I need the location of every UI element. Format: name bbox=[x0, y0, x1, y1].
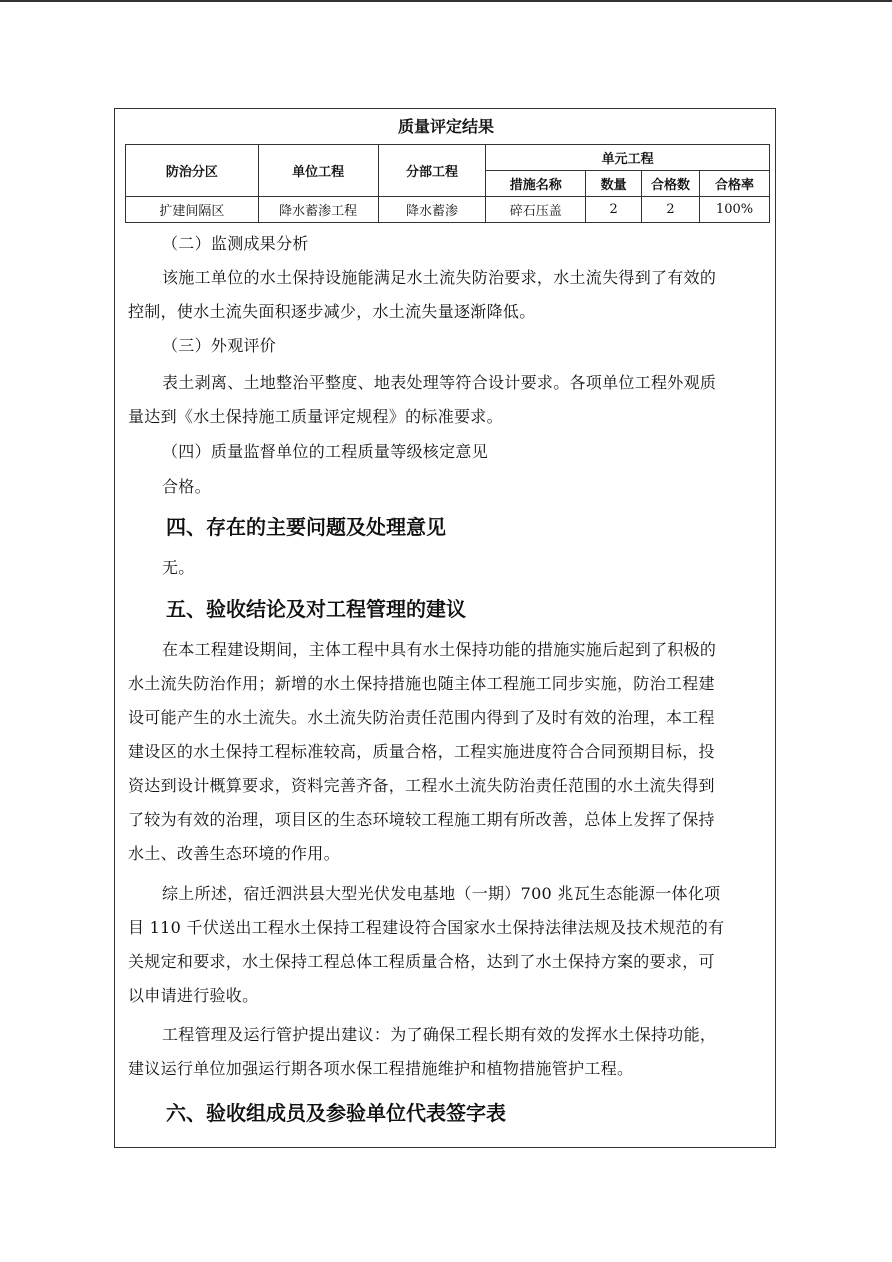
quality-eval-title: 质量评定结果 bbox=[397, 117, 494, 136]
text-line: 水土、改善生态环境的作用。 bbox=[128, 844, 340, 863]
cell-sub-project: 降水蓄渗 bbox=[378, 197, 486, 223]
cell-unit-project: 降水蓄渗工程 bbox=[258, 197, 378, 223]
header-measure: 措施名称 bbox=[486, 171, 586, 197]
subsection-4-heading: （四）质量监督单位的工程质量等级核定意见 bbox=[162, 442, 489, 461]
text-line: 该施工单位的水土保持设施能满足水土流失防治要求，水土流失得到了有效的 bbox=[162, 268, 717, 287]
text-line: 量达到《水土保持施工质量评定规程》的标准要求。 bbox=[128, 407, 503, 426]
table-header-row bbox=[126, 145, 770, 171]
section-6-heading: 六、验收组成员及参验单位代表签字表 bbox=[166, 1101, 506, 1125]
section-5-heading: 五、验收结论及对工程管理的建议 bbox=[166, 597, 466, 621]
text-line: 设可能产生的水土流失。水土流失防治责任范围内得到了及时有效的治理，本工程 bbox=[128, 708, 715, 727]
subsection-4-text: 合格。 bbox=[162, 477, 211, 496]
header-sub-project: 分部工程 bbox=[378, 145, 486, 197]
text-line: 资达到设计概算要求，资料完善齐备，工程水土流失防治责任范围的水土流失得到 bbox=[128, 776, 715, 795]
text-line: 工程管理及运行管护提出建议：为了确保工程长期有效的发挥水土保持功能， bbox=[162, 1025, 717, 1044]
text-line: 表土剥离、土地整治平整度、地表处理等符合设计要求。各项单位工程外观质 bbox=[162, 373, 717, 392]
header-pass-count: 合格数 bbox=[642, 171, 700, 197]
text-line: 建议运行单位加强运行期各项水保工程措施维护和植物措施管护工程。 bbox=[128, 1059, 634, 1078]
quality-eval-table bbox=[125, 144, 770, 223]
table-row bbox=[126, 197, 770, 223]
text-line: 在本工程建设期间，主体工程中具有水土保持功能的措施实施后起到了积极的 bbox=[162, 640, 717, 659]
text-line: 以申请进行验收。 bbox=[128, 986, 259, 1005]
subsection-3-body bbox=[128, 366, 770, 434]
header-zone: 防治分区 bbox=[126, 145, 259, 197]
text-line: 目 110 千伏送出工程水土保持工程建设符合国家水土保持法律法规及技术规范的有 bbox=[128, 918, 725, 937]
text-line: 关规定和要求，水土保持工程总体工程质量合格，达到了水土保持方案的要求，可 bbox=[128, 952, 715, 971]
cell-zone: 扩建间隔区 bbox=[126, 197, 259, 223]
section-5-paragraph-1 bbox=[128, 633, 770, 871]
page-top-rule bbox=[0, 0, 892, 2]
header-count: 数量 bbox=[586, 171, 642, 197]
header-pass-rate: 合格率 bbox=[700, 171, 770, 197]
header-unit-project: 单位工程 bbox=[258, 145, 378, 197]
text-line: 控制，使水土流失面积逐步减少，水土流失量逐渐降低。 bbox=[128, 302, 536, 321]
cell-measure: 碎石压盖 bbox=[486, 197, 586, 223]
text-line: 建设区的水土保持工程标准较高，质量合格，工程实施进度符合合同预期目标，投 bbox=[128, 742, 715, 761]
subsection-2-heading: （二）监测成果分析 bbox=[162, 234, 309, 253]
cell-pass-rate: 100% bbox=[700, 197, 770, 223]
section-5-paragraph-3 bbox=[128, 1018, 770, 1086]
subsection-3-heading: （三）外观评价 bbox=[162, 336, 277, 355]
section-5-paragraph-2 bbox=[128, 877, 770, 1013]
section-4-text: 无。 bbox=[162, 558, 195, 577]
text-line: 综上所述，宿迁泗洪县大型光伏发电基地（一期）700 兆瓦生态能源一体化项 bbox=[162, 884, 721, 903]
section-4-heading: 四、存在的主要问题及处理意见 bbox=[166, 515, 446, 539]
cell-pass-count: 2 bbox=[642, 197, 700, 223]
subsection-2-body bbox=[128, 261, 770, 329]
cell-count: 2 bbox=[586, 197, 642, 223]
text-line: 水土流失防治作用；新增的水土保持措施也随主体工程施工同步实施，防治工程建 bbox=[128, 674, 715, 693]
header-element-project: 单元工程 bbox=[486, 145, 770, 171]
text-line: 了较为有效的治理，项目区的生态环境较工程施工期有所改善，总体上发挥了保持 bbox=[128, 810, 715, 829]
